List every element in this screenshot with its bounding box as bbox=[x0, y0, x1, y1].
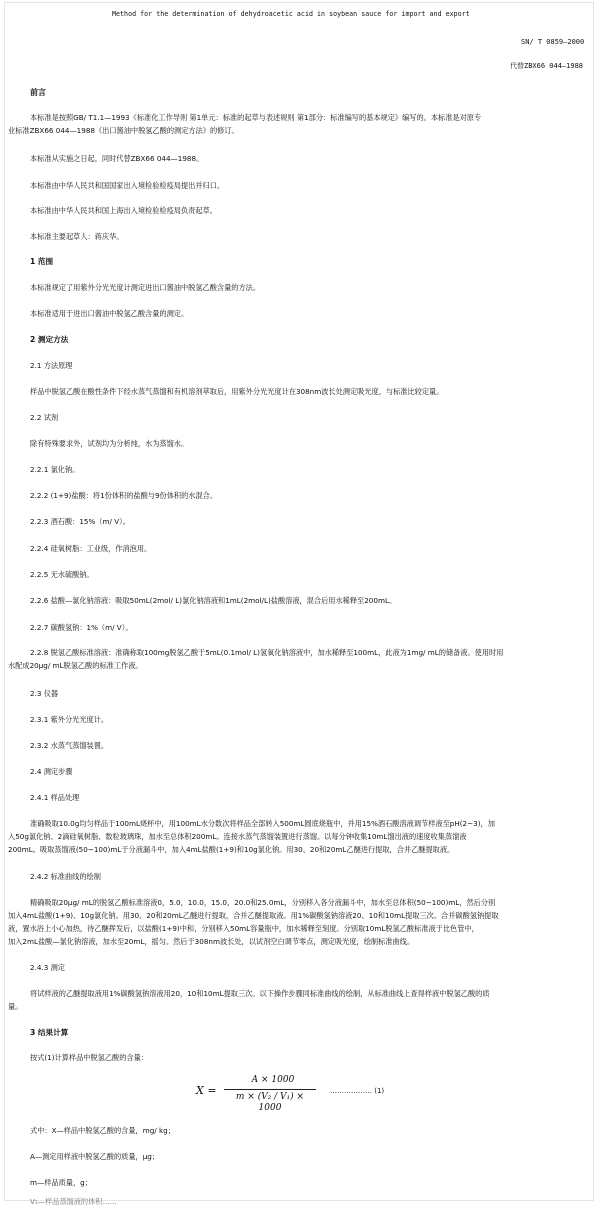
section-2-4-1-heading: 2.4.1 样品处理 bbox=[30, 793, 80, 802]
section-2-1-heading: 2.1 方法原理 bbox=[30, 361, 73, 370]
section-2-heading: 2 测定方法 bbox=[30, 335, 69, 344]
english-title: Method for the determination of dehydroacetic acid in soybean sauce for import and export bbox=[112, 10, 470, 18]
reagent-2-2-8-line1: 2.2.8 脱氢乙酸标准溶液：准确称取100mg脱氢乙酸于5mL(0.1mol/ L)氢氧化钠溶液中，加水稀释至100mL，此液为1mg/ mL的储备液。使用时用 bbox=[30, 648, 504, 657]
section-3-heading: 3 结果计算 bbox=[30, 1028, 69, 1037]
formula-denominator: m × (V₂ / V₁) × 1000 bbox=[235, 1092, 305, 1113]
formula-lhs: X = bbox=[196, 1084, 217, 1097]
foreword-heading: 前言 bbox=[30, 88, 46, 97]
reagent-2-2-4: 2.2.4 硅氧树脂：工业级，作消泡用。 bbox=[30, 544, 152, 553]
reagent-2-2-5: 2.2.5 无水硫酸钠。 bbox=[30, 570, 94, 579]
foreword-para2: 本标准从实施之日起，同时代替ZBX66 044—1988。 bbox=[30, 154, 204, 163]
instrument-2-3-2: 2.3.2 水蒸气蒸馏装置。 bbox=[30, 741, 109, 750]
standard-curve-line1: 精确吸取20μg/ mL的脱氢乙酸标准溶液0，5.0，10.0，15.0，20.0和25.0mL，分别移入各分液漏斗中，加水至总体积(50~100)mL，然后分别 bbox=[30, 898, 496, 907]
section-2-2-heading: 2.2 试剂 bbox=[30, 413, 59, 422]
section-2-2-text: 除有特殊要求外，试剂均为分析纯，水为蒸馏水。 bbox=[30, 439, 189, 448]
section-1-para2: 本标准适用于进出口酱油中脱氢乙酸含量的测定。 bbox=[30, 309, 189, 318]
foreword-para1-line1: 本标准是按照GB/ T1.1—1993《标准化工作导则 第1单元：标准的起草与表述规则 第1部分：标准编写的基本规定》编写的。本标准是对原专 bbox=[30, 113, 482, 122]
foreword-para1-line2: 业标准ZBX66 044—1988《出口酱油中脱氢乙酸的测定方法》的修订。 bbox=[8, 126, 239, 135]
reagent-2-2-7: 2.2.7 碳酸氢钠：1%（m/ V）。 bbox=[30, 623, 133, 632]
standard-curve-line2: 加入4mL盐酸(1+9)、10g氯化钠。用30、20和20mL乙醚进行提取，合并乙醚提取液。用1%碳酸氢钠溶液20、10和10mL提取三次。合并碳酸氢钠提取 bbox=[8, 911, 499, 920]
where-v1-partial: V₁—样品蒸馏液的体积…… bbox=[30, 1197, 117, 1206]
sample-prep-line1: 准确吸取10.0g均匀样品于100mL烧杯中，用100mL水分数次将样品全部转入500mL圆底烧瓶中，并用15%酒石酸溶液调节样液至pH(2~3)，加 bbox=[30, 819, 495, 828]
section-2-4-heading: 2.4 测定步骤 bbox=[30, 767, 73, 776]
where-a: A—测定用样液中脱氢乙酸的质量，μg； bbox=[30, 1152, 160, 1161]
sample-prep-line2: 入50g氯化钠、2滴硅氧树脂、数粒玻璃珠，加水至总体积200mL。连接水蒸气蒸馏装置进行蒸馏。以每分钟收集10mL馏出液的速度收集蒸馏液 bbox=[8, 832, 467, 841]
instrument-2-3-1: 2.3.1 紫外分光光度计。 bbox=[30, 715, 109, 724]
reagent-2-2-8-line2: 水配成20μg/ mL脱氢乙酸的标准工作液。 bbox=[8, 661, 143, 670]
section-2-4-2-heading: 2.4.2 标准曲线的绘制 bbox=[30, 872, 101, 881]
standard-curve-line3: 液，置水浴上小心加热，待乙醚挥发后，以盐酸(1+9)中和，分别移入50mL容量瓶中，加水稀释至刻度。分别取10mL脱氢乙酸标准液于比色管中， bbox=[8, 924, 479, 933]
reagent-2-2-6: 2.2.6 盐酸—氯化钠溶液：吸取50mL(2mol/ L)氯化钠溶液和1mL(2mol/L)盐酸溶液，混合后用水稀释至200mL。 bbox=[30, 596, 397, 605]
where-m: m—样品质量，g； bbox=[30, 1178, 92, 1187]
reagent-2-2-2: 2.2.2 (1+9)盐酸：将1份体积的盐酸与9份体积的水混合。 bbox=[30, 491, 218, 500]
formula-number: ……………… (1) bbox=[330, 1087, 385, 1095]
formula-1 bbox=[196, 1071, 456, 1115]
section-1-para1: 本标准规定了用紫外分光光度计测定进出口酱油中脱氢乙酸含量的方法。 bbox=[30, 283, 261, 292]
foreword-para3: 本标准由中华人民共和国国家出入境检验检疫局提出并归口。 bbox=[30, 181, 225, 190]
section-2-4-3-heading: 2.4.3 测定 bbox=[30, 963, 65, 972]
determination-line2: 量。 bbox=[8, 1002, 23, 1011]
standard-curve-line4: 加入2mL盐酸—氯化钠溶液，加水至20mL，摇匀。然后于308nm波长处，以试剂空白调节零点，测定吸光度，绘制标准曲线。 bbox=[8, 937, 415, 946]
determination-line1: 将试样液的乙醚提取液用1%碳酸氢钠溶液用20，10和10mL提取三次。以下操作步骤同标准曲线的绘制，从标准曲线上查得样液中脱氢乙酸的质 bbox=[30, 989, 490, 998]
foreword-para4: 本标准由中华人民共和国上海出入境检验检疫局负责起草。 bbox=[30, 206, 217, 215]
sample-prep-line3: 200mL。吸取蒸馏液(50~100)mL于分液漏斗中，加入4mL盐酸(1+9)和10g氯化钠。用30、20和20mL乙醚进行提取，合并乙醚提取液。 bbox=[8, 845, 455, 854]
fraction-bar bbox=[224, 1089, 316, 1090]
section-2-3-heading: 2.3 仪器 bbox=[30, 689, 59, 698]
standard-number: SN/ T 0859—2000 bbox=[521, 38, 585, 46]
section-2-1-text: 样品中脱氢乙酸在酸性条件下经水蒸气蒸馏和有机溶剂萃取后，用紫外分光光度计在308nm波长处测定吸光度，与标准比较定量。 bbox=[30, 387, 444, 396]
reagent-2-2-3: 2.2.3 酒石酸：15%（m/ V）。 bbox=[30, 517, 130, 526]
where-x: 式中：X—样品中脱氢乙酸的含量，mg/ kg； bbox=[30, 1126, 175, 1135]
reagent-2-2-1: 2.2.1 氯化钠。 bbox=[30, 465, 80, 474]
calc-intro: 按式(1)计算样品中脱氢乙酸的含量： bbox=[30, 1053, 148, 1062]
foreword-para5: 本标准主要起草人：蒋庆华。 bbox=[30, 232, 124, 241]
section-1-heading: 1 范围 bbox=[30, 257, 54, 266]
replaces-standard: 代替ZBX66 044—1988 bbox=[510, 62, 584, 70]
formula-numerator: A × 1000 bbox=[251, 1075, 295, 1085]
